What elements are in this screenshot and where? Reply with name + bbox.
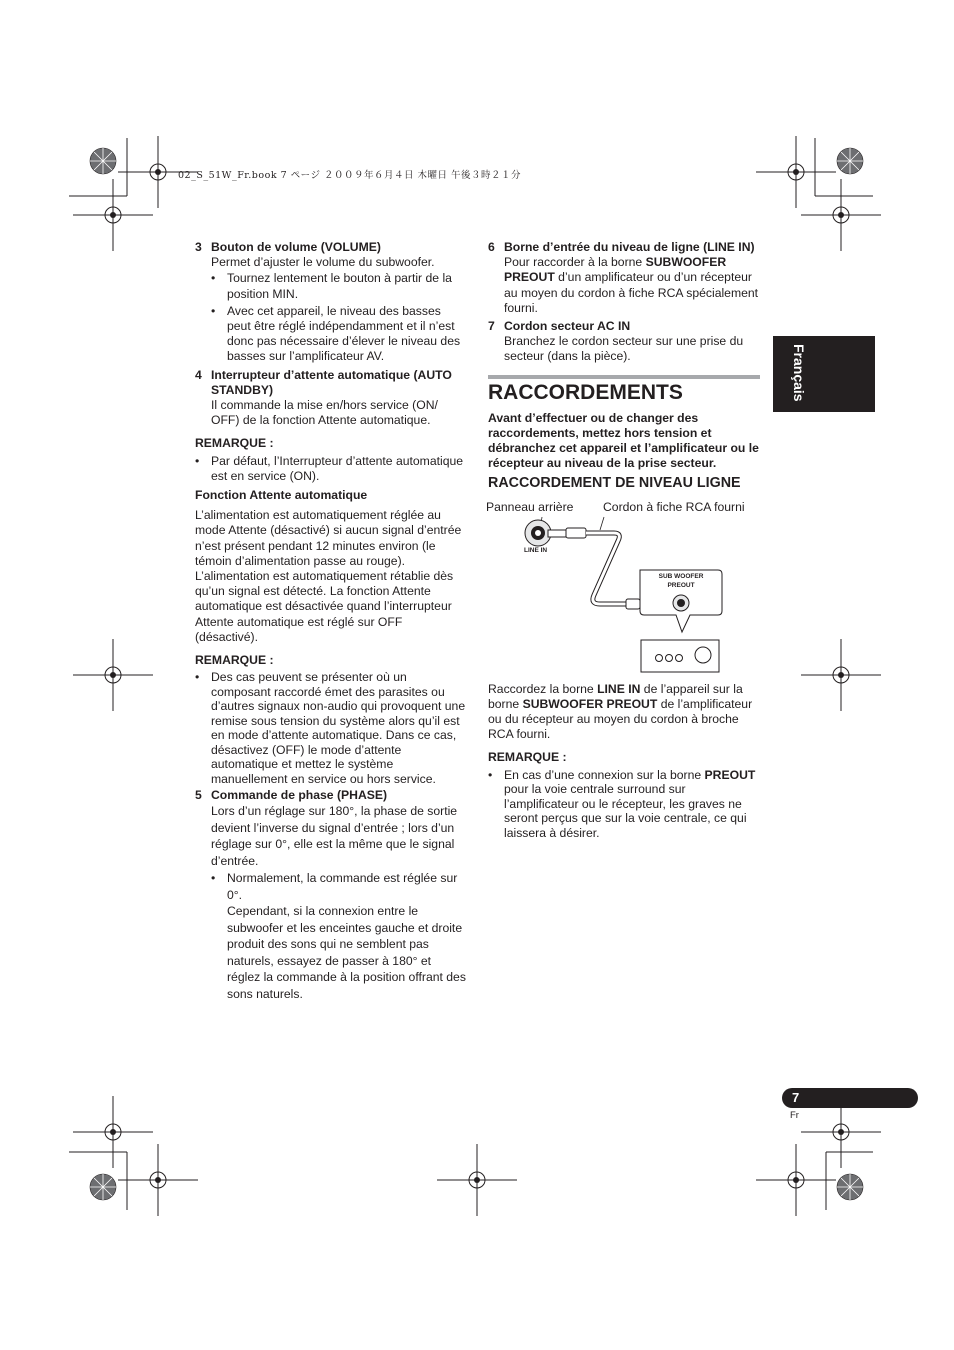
language-tab [773,336,875,412]
list-item: • Des cas peuvent se présenter où un composant raccordé émet des parasites ou d’autres signaux non-audio qui provoquent une remise sous tension du système alors qu’il est en mode d’attente automatique. Dans ce cas, désactivez (OFF) le mode d’attente automatique et mettez le système manuellement en service ou hors service. [195,670,466,786]
item-title: Cordon secteur AC IN [504,319,631,334]
item-volume [195,240,467,365]
jack-label: LINE IN [524,546,548,554]
print-file-header: 02_S_51W_Fr.book 7 ページ ２００９年６月４日 木曜日 午後３時２１分 [178,170,522,181]
item-number: 3 [195,240,202,254]
caption-rca-cable: Cordon à fiche RCA fourni [603,499,745,514]
item-title: Interrupteur d’attente automatique (AUTO STANDBY) [211,367,452,397]
item-description: Lors d’un réglage sur 180°, la phase de sortie devient l’inverse du signal d’entrée ; lors d’un réglage sur 0°, elle est la même que le signal d’entrée. [211,804,458,868]
language-tab-label: Français [791,344,807,402]
list-item: • En cas d’une connexion sur la borne PREOUT pour la voie centrale surround sur l’amplificateur ou le récepteur, les graves ne seront perçus que sur la voie centrale, ce qui laissera à désirer. [488,767,756,840]
item-number: 7 [488,319,495,334]
remark-heading: REMARQUE : [195,653,274,668]
page-number-bar [782,1088,918,1108]
item-title: Commande de phase (PHASE) [211,788,388,803]
rca-plug [548,530,566,537]
item-description: Branchez le cordon secteur sur une prise du secteur (dans la pièce). [504,334,744,364]
preout-label-line2: PREOUT [667,581,695,589]
item-ac-in [488,319,760,365]
callout-line [600,517,604,530]
item-description: Pour raccorder à la borne SUBWOOFER PREOUT d’un amplificateur ou d’un récepteur au moyen du cordon à fiche RCA spécialement fourni. [504,255,759,315]
paragraph: L’alimentation est automatiquement réglée au mode Attente (désactivé) si aucun signal d’entrée n’est présent pendant 12 minutes environ (le témoin d’alimentation passe au rouge). L’alimentation est automatiquement rétablie dès qu’un signal est détecté. La fonction Attente automatique est désactivée quand l’interrupteur Attente automatique est réglé sur OFF (désactivé). [195,508,462,644]
item-number: 6 [488,240,495,254]
item-description: Il commande la mise en/hors service (ON/ OFF) de la fonction Attente automatique. [211,398,438,428]
section-intro: Avant d’effectuer ou de changer des raccordements, mettez hors tension et débranchez cet appareil et l’amplificateur ou le récepteur au niveau de la prise secteur. [488,410,759,471]
item-line-in [488,240,760,316]
list-item: • Par défaut, l’Interrupteur d’attente automatique est en service (ON). [195,453,464,483]
connection-instructions: Raccordez la borne LINE IN de l’appareil sur la borne SUBWOOFER PREOUT de l’amplificateur ou du récepteur au moyen du cordon à broche RCA fourni. [488,681,753,742]
right-column [488,240,760,842]
connection-illustration [486,500,776,680]
section-title: RACCORDEMENTS [488,375,760,405]
item-title: Borne d’entrée du niveau de ligne (LINE IN) [504,240,755,254]
list-item: • Normalement, la commande est réglée sur 0°. Cependant, si la connexion entre le subwoofer et les enceintes gauche et droite produit des sons qui ne semblent pas naturels, essayez de passer à 180° et réglez la commande à la position offrant des sons naturels. [211,871,466,1001]
item-description: Permet d’ajuster le volume du subwoofer. [211,255,435,270]
connection-diagram [486,500,776,680]
item-title: Bouton de volume (VOLUME) [211,240,381,254]
item-number: 5 [195,788,202,803]
left-column [195,240,467,1005]
item-auto-standby [195,368,467,429]
remark-heading: REMARQUE : [195,436,274,451]
page-number: 7 [792,1090,800,1105]
preout-label-line1: SUB WOOFER [658,572,704,580]
list-item: • Tournez lentement le bouton à partir de la position MIN. [211,271,452,301]
caption-rear-panel: Panneau arrière [486,499,574,514]
list-item: • Avec cet appareil, le niveau des basses peut être réglé indépendamment et il n’est donc pas nécessaire d’élever le niveau des basses sur l’amplificateur AV. [211,303,461,364]
page-language-code: Fr [790,1110,799,1121]
item-number: 4 [195,367,202,382]
item-phase [195,788,467,1002]
subheading: Fonction Attente automatique [195,488,368,503]
subsection-title: RACCORDEMENT DE NIVEAU LIGNE [488,475,741,492]
remark-heading: REMARQUE : [488,750,567,765]
amplifier-icon [641,640,719,672]
